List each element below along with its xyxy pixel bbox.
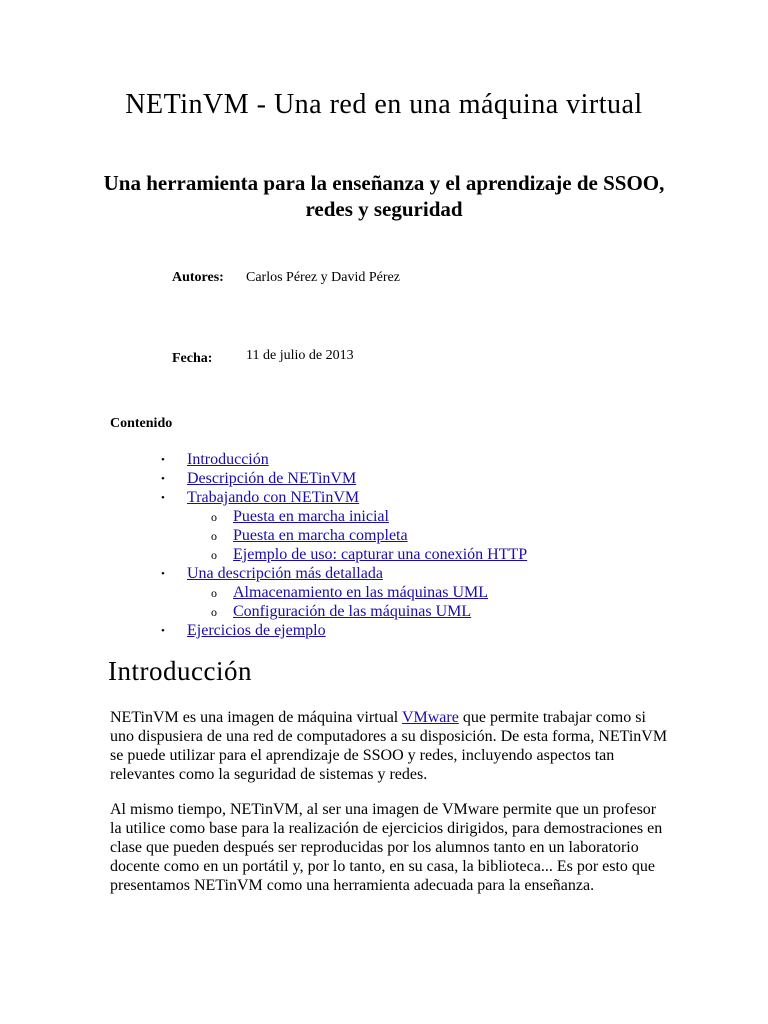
date-row bbox=[172, 348, 354, 367]
toc-item-trabajando bbox=[187, 488, 527, 507]
toc-link-descripcion[interactable]: Descripción de NETinVM bbox=[187, 470, 357, 487]
toc-item-ejercicios bbox=[187, 621, 527, 640]
toc-link-ejercicios[interactable]: Ejercicios de ejemplo bbox=[187, 622, 326, 639]
toc-item-introduccion bbox=[187, 450, 527, 469]
intro-paragraph-1 bbox=[110, 708, 670, 784]
date-label: Fecha: bbox=[172, 351, 213, 366]
toc-link-almacenamiento[interactable]: Almacenamiento en las máquinas UML bbox=[233, 584, 489, 601]
page-title: NETinVM - Una red en una máquina virtual bbox=[125, 89, 643, 120]
toc-item-puesta-inicial bbox=[187, 507, 527, 526]
toc-item-ejemplo-http bbox=[187, 545, 527, 564]
toc-item-almacenamiento bbox=[187, 583, 527, 602]
authors-row bbox=[172, 270, 400, 286]
toc-item-descripcion bbox=[187, 469, 527, 488]
date-value: 11 de julio de 2013 bbox=[246, 348, 354, 363]
toc-item-configuracion bbox=[187, 602, 527, 621]
intro-paragraph-2: Al mismo tiempo, NETinVM, al ser una imagen de VMware permite que un profesor la utilice como base para la realización de ejercicios dirigidos, para demostraciones en clase que pueden después ser reproducidas por los alumnos tanto en un laboratorio docente como en un portátil y, por lo tanto, en su casa, la biblioteca... Es por esto que presentamos NETinVM como una herramienta adecuada para la enseñanza. bbox=[110, 801, 663, 894]
toc-link-descripcion-detallada[interactable]: Una descripción más detallada bbox=[187, 565, 383, 582]
toc-link-introduccion[interactable]: Introducción bbox=[187, 451, 269, 468]
page-subtitle: Una herramienta para la enseñanza y el aprendizaje de SSOO, redes y seguridad bbox=[103, 171, 665, 221]
vmware-link[interactable]: VMware bbox=[401, 709, 459, 726]
intro-p1-text-before: NETinVM es una imagen de máquina virtual bbox=[110, 709, 402, 726]
toc-item-descripcion-detallada bbox=[187, 564, 527, 583]
toc-link-puesta-inicial[interactable]: Puesta en marcha inicial bbox=[233, 508, 389, 525]
toc-link-ejemplo-http[interactable]: Ejemplo de uso: capturar una conexión HTTP bbox=[233, 546, 528, 563]
authors-label: Autores: bbox=[172, 270, 224, 285]
toc-item-puesta-completa bbox=[187, 526, 527, 545]
toc-link-configuracion[interactable]: Configuración de las máquinas UML bbox=[233, 603, 472, 620]
table-of-contents bbox=[187, 450, 527, 640]
intro-p1-text-after: que permite trabajar como si uno dispusiera de una red de computadores a su disposición. De esta forma, NETinVM se puede utilizar para el aprendizaje de SSOO y redes, incluyendo aspectos tan relevantes como la seguridad de sistemas y redes. bbox=[110, 709, 668, 783]
authors-value: Carlos Pérez y David Pérez bbox=[246, 270, 400, 285]
toc-heading: Contenido bbox=[110, 416, 173, 431]
section-heading-introduccion: Introducción bbox=[108, 656, 252, 686]
toc-link-trabajando[interactable]: Trabajando con NETinVM bbox=[187, 489, 360, 506]
toc-link-puesta-completa[interactable]: Puesta en marcha completa bbox=[233, 527, 408, 544]
